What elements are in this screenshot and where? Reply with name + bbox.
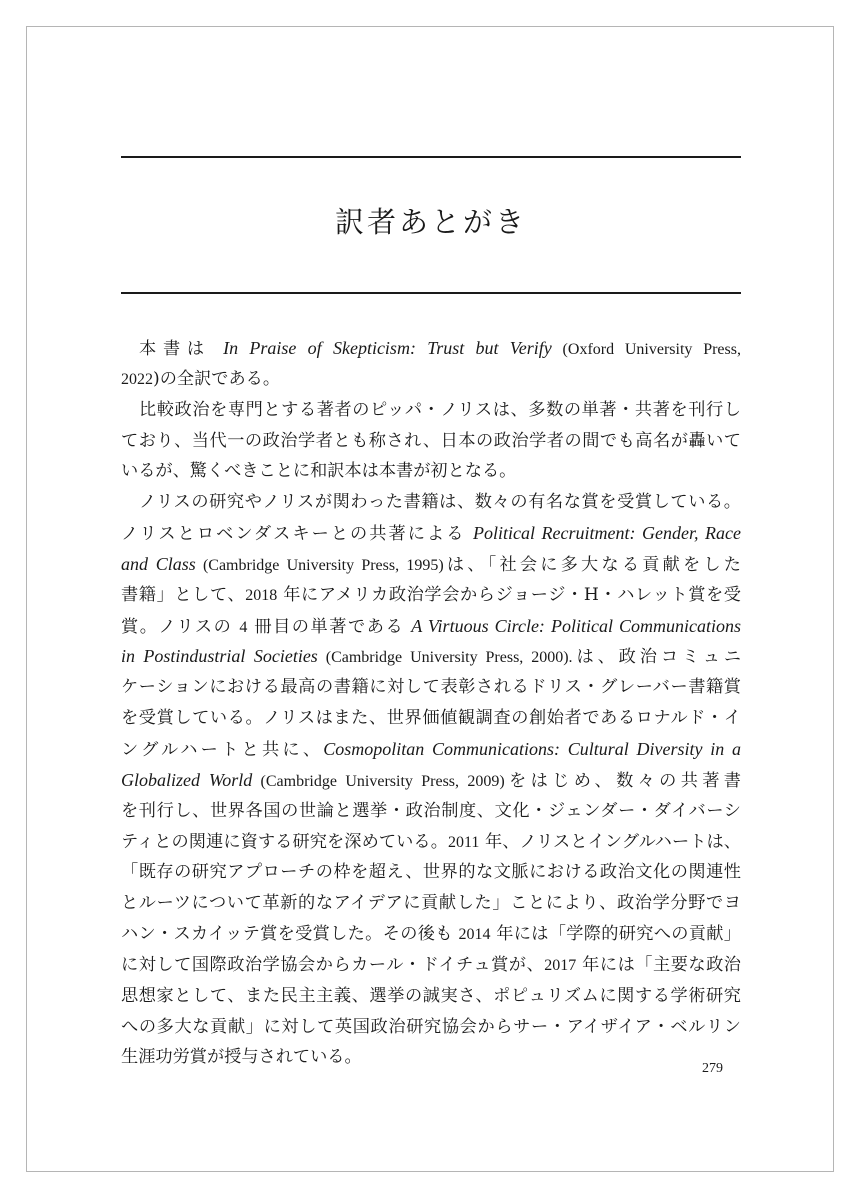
text-line: [121, 672, 741, 703]
text-segment: を受賞している。ノリスはまた、世界価値観調査の創始者であるロナルド・イ: [121, 708, 741, 729]
text-segment: 年には「学際的研究への貢献」: [490, 924, 741, 945]
text-segment: 書籍」として、: [121, 584, 246, 605]
text-line: [121, 703, 741, 734]
text-segment: 賞。ノリスの: [121, 616, 240, 637]
text-line: [121, 395, 741, 426]
text-segment: 思想家として、また民主主義、選挙の誠実さ、ポピュリズムに関する学術研究: [121, 985, 741, 1006]
text-line: [121, 981, 741, 1012]
text-segment: ングルハートと共に、: [121, 739, 324, 760]
text-segment: (Cambridge University Press, 1995): [195, 556, 444, 574]
italic-title-segment: A Virtuous Circle: Political Communications: [411, 615, 741, 636]
text-segment: を刊行し、世界各国の世論と選挙・政治制度、文化・ジェンダー・ダイバーシ: [121, 800, 741, 821]
text-segment: 冊目の単著である: [247, 616, 412, 637]
text-segment: ノリスとロベンダスキーとの共著による: [121, 524, 473, 545]
text-line: [121, 827, 741, 858]
text-line: [121, 1012, 741, 1043]
text-line: [121, 456, 741, 487]
text-segment: 2018: [245, 586, 278, 604]
text-line: [121, 734, 741, 765]
text-line: [121, 611, 741, 642]
text-segment: 本書は: [139, 339, 224, 359]
text-line: [121, 364, 741, 395]
text-line: [121, 549, 741, 580]
text-line: [121, 1042, 741, 1073]
text-segment: 「既存の研究アプローチの枠を超え、世界的な文脈における政治文化の関連性: [121, 862, 741, 883]
text-segment: 年、ノリスとイングルハートは、: [479, 831, 741, 852]
text-segment: 年には「主要な政治: [576, 954, 741, 975]
text-segment: ティとの関連に資する研究を深めている。: [121, 831, 448, 852]
text-line: [121, 487, 741, 518]
text-segment: に対して国際政治学協会からカール・ドイチュ賞が、: [121, 954, 545, 975]
text-segment: 比較政治を専門とする著者のピッパ・ノリスは、多数の単著・共著を刊行し: [139, 399, 741, 420]
text-segment: 2014: [458, 926, 491, 944]
text-segment: (Cambridge University Press, 2009): [252, 772, 505, 790]
italic-title-segment: In Praise of Skepticism: Trust but Verify: [223, 338, 552, 358]
page-title: 訳者あとがき: [334, 205, 527, 239]
text-segment: ケーションにおける最高の書籍に対して表彰されるドリス・グレーバー書籍賞: [121, 677, 741, 698]
italic-title-segment: and Class: [121, 553, 196, 574]
text-line: [121, 888, 741, 919]
text-line: [121, 518, 741, 549]
italic-title-segment: in Postindustrial Societies: [121, 646, 318, 667]
text-segment: ノリスの研究やノリスが関わった書籍は、数々の有名な賞を受賞している。: [139, 492, 741, 513]
text-segment: 年にアメリカ政治学会からジョージ・H・ハレット賞を受: [277, 584, 741, 605]
text-segment: 2022: [121, 370, 153, 388]
text-segment: は、政治コミュニ: [572, 647, 742, 668]
text-line: [121, 580, 741, 611]
italic-title-segment: Globalized World: [121, 769, 253, 790]
text-segment: ており、当代一の政治学者とも称され、日本の政治学者の間でも高名が轟いて: [121, 430, 741, 451]
title-rule-top: [121, 156, 741, 158]
paragraph: [121, 333, 741, 395]
text-line: [121, 950, 741, 981]
text-line: [121, 919, 741, 950]
text-line: [121, 641, 741, 672]
text-line: [121, 796, 741, 827]
title-rule-bottom: [121, 292, 741, 294]
text-segment: いるが、驚くべきことに和訳本は本書が初となる。: [121, 461, 517, 482]
text-segment: )の全訳である。: [153, 368, 281, 389]
italic-title-segment: Cosmopolitan Communications: Cultural Diversity in a: [323, 738, 741, 759]
text-segment: (Oxford University Press,: [551, 341, 741, 358]
text-segment: 生涯功労賞が授与されている。: [121, 1047, 362, 1068]
text-line: [121, 333, 741, 364]
text-line: [121, 765, 741, 796]
text-segment: ハン・スカイッテ賞を受賞した。その後も: [121, 924, 459, 945]
text-segment: (Cambridge University Press, 2000).: [317, 649, 573, 667]
paragraph: [121, 395, 741, 488]
paragraph: [121, 487, 741, 1073]
text-segment: への多大な貢献」に対して英国政治研究協会からサー・アイザイア・ベルリン: [121, 1016, 741, 1037]
text-segment: 2011: [447, 833, 480, 851]
page-number: 279: [702, 1061, 723, 1076]
afterword-body: [121, 333, 741, 1073]
text-line: [121, 857, 741, 888]
text-segment: をはじめ、数々の共著書: [504, 770, 741, 791]
text-segment: 2017: [544, 956, 577, 974]
text-segment: とルーツについて革新的なアイデアに貢献した」ことにより、政治学分野でヨ: [121, 893, 741, 914]
italic-title-segment: Political Recruitment: Gender, Race: [472, 523, 741, 544]
text-line: [121, 426, 741, 457]
text-segment: 4: [239, 618, 248, 636]
text-segment: は、「社会に多大なる貢献をした: [443, 554, 741, 575]
